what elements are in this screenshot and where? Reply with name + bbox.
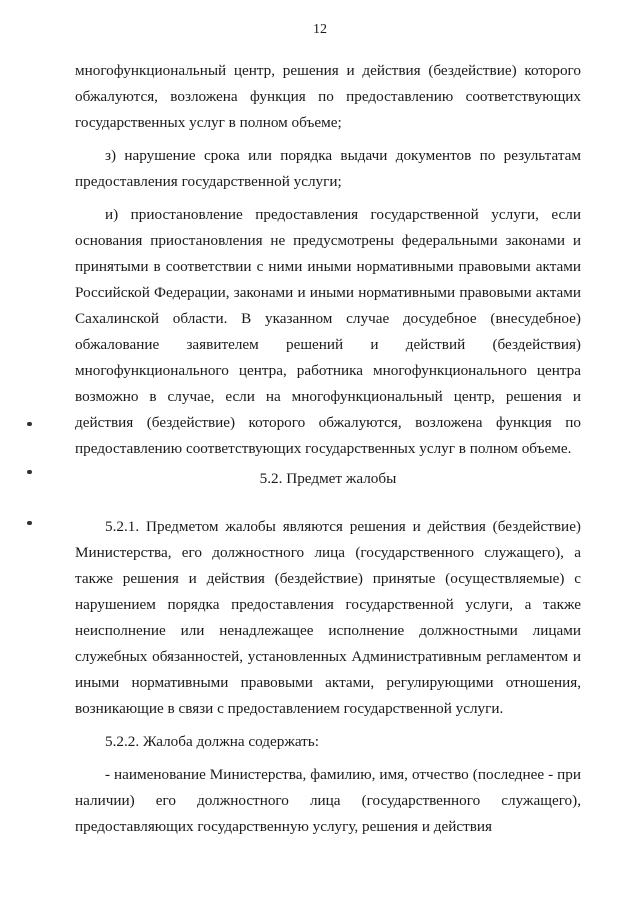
paragraph-item-z: з) нарушение срока или порядка выдачи документов по результатам предоставления государственной услуги; <box>75 147 581 190</box>
text-block-bottom <box>75 514 581 840</box>
paragraph-list-item: - наименование Министерства, фамилию, имя, отчество (последнее - при наличии) его должностного лица (государственного служащего), предоставляющих государственную услугу, решения и действия <box>75 766 581 835</box>
scan-mark <box>27 521 32 525</box>
section-heading: 5.2. Предмет жалобы <box>259 470 397 487</box>
paragraph-5-2-1: 5.2.1. Предметом жалобы являются решения и действия (бездействие) Министерства, его должностного лица (государственного служащего), а также решения и действия (бездействие) принятые (осуществляемые) с нарушением порядка предоставления государственной услуги, а также неисполнение или ненадлежащее исполнение должностными лицами служебных обязанностей, установленных Административным регламентом и иными нормативными правовыми актами, регулирующими отношения, возникающие в связи с предоставлением государственной услуги. <box>75 518 581 717</box>
paragraph-continuation: многофункциональный центр, решения и действия (бездействие) которого обжалуются, возложена функция по предоставлению соответствующих государственных услуг в полном объеме; <box>75 62 581 131</box>
scan-mark <box>27 470 32 474</box>
text-block-top <box>75 58 581 462</box>
scan-mark <box>27 422 32 426</box>
page-number: 12 <box>313 22 327 37</box>
paragraph-item-i: и) приостановление предоставления государственной услуги, если основания приостановления не предусмотрены федеральными законами и принятыми в соответствии с ними иными нормативными правовыми актами Российской Федерации, законами и иными нормативными правовыми актами Сахалинской области. В указанном случае досудебное (внесудебное) обжалование заявителем решений и действий (бездействия) многофункционального центра, работника многофункционального центра возможно в случае, если на многофункциональный центр, решения и действия (бездействие) которого обжалуются, возложена функция по предоставлению соответствующих государственных услуг в полном объеме. <box>75 206 581 457</box>
paragraph-5-2-2: 5.2.2. Жалоба должна содержать: <box>105 733 319 750</box>
